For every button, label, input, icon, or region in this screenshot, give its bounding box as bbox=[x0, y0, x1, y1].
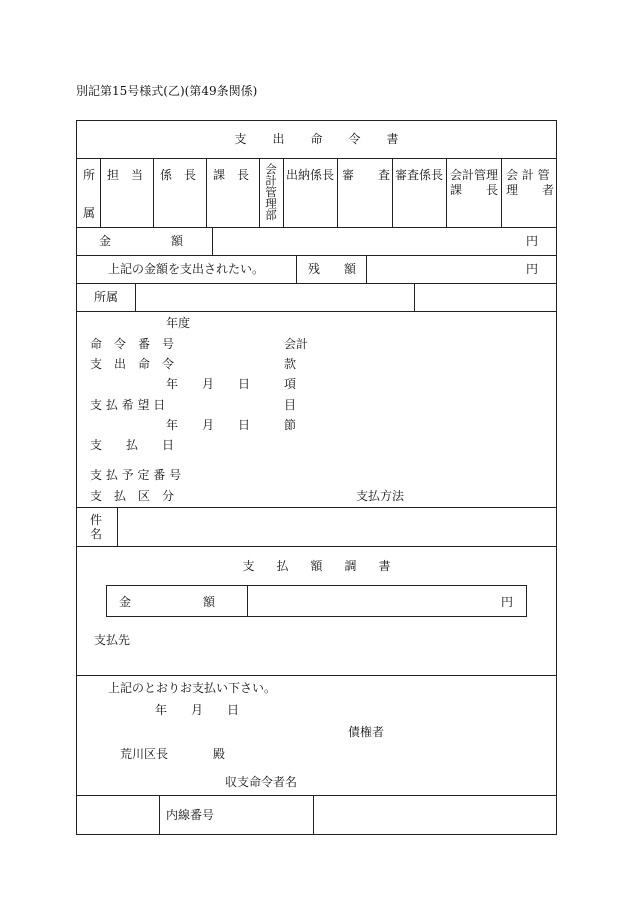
rule bbox=[76, 158, 557, 159]
dono-label: 殿 bbox=[213, 747, 226, 761]
kou-label: 項 bbox=[284, 377, 297, 391]
document-title bbox=[76, 132, 557, 146]
rule bbox=[337, 158, 338, 227]
rule bbox=[76, 546, 557, 547]
rule bbox=[501, 158, 502, 227]
payment-amount-label: 金 額 bbox=[119, 595, 216, 609]
shinsa-kakaricho-header: 審査係長 bbox=[395, 168, 444, 182]
ward-mayor-label: 荒川区長 bbox=[120, 747, 169, 761]
rule bbox=[247, 585, 248, 617]
rule bbox=[283, 158, 284, 227]
title-char: 支 bbox=[242, 559, 255, 573]
moku-label: 目 bbox=[284, 398, 297, 412]
payment-amount-unit: 円 bbox=[501, 595, 514, 609]
rule bbox=[76, 507, 557, 508]
payee-label: 支払先 bbox=[94, 633, 131, 647]
amount-label: 金 額 bbox=[99, 234, 184, 248]
statement-text: 上記の金額を支出されたい。 bbox=[108, 262, 265, 276]
affiliation-header-top: 所 bbox=[83, 168, 96, 182]
account-label: 会計 bbox=[284, 337, 309, 351]
title-char: 出 bbox=[272, 132, 285, 146]
kaikei-kanrisha-header-2: 理 者 bbox=[506, 183, 555, 197]
rule bbox=[135, 283, 136, 311]
rule bbox=[392, 158, 393, 227]
kaikei-kanrisha-header: 会 計 管 bbox=[506, 168, 550, 182]
kakaricho-header: 係 長 bbox=[160, 168, 197, 182]
kacho-header: 課 長 bbox=[213, 168, 250, 182]
expenditure-order-label: 支 出 命 令 bbox=[90, 357, 175, 371]
rule bbox=[212, 227, 213, 255]
rule bbox=[159, 795, 160, 835]
rule bbox=[366, 255, 367, 283]
kaikei-kanri-kacho-header-2: 課 長 bbox=[450, 183, 499, 197]
order-number-label: 命 令 番 号 bbox=[90, 337, 175, 351]
amount-unit: 円 bbox=[526, 234, 539, 248]
rule bbox=[76, 675, 557, 676]
suitou-kakaricho-header: 出納係長 bbox=[286, 168, 335, 182]
request-date: 年 月 日 bbox=[155, 703, 240, 717]
payment-category-label: 支 払 区 分 bbox=[90, 489, 175, 503]
payment-date-label: 支 払 日 bbox=[90, 438, 175, 452]
title-char: 額 bbox=[310, 559, 323, 573]
rule bbox=[296, 255, 297, 283]
payment-statement-title bbox=[76, 559, 557, 573]
creditor-label: 債権者 bbox=[348, 725, 385, 739]
rule bbox=[76, 283, 557, 284]
shinsa-header: 審 査 bbox=[342, 168, 391, 182]
balance-unit: 円 bbox=[526, 262, 539, 276]
extension-label: 内線番号 bbox=[166, 808, 215, 822]
scheduled-payment-number-label: 支 払 予 定 番 号 bbox=[90, 468, 182, 482]
payment-method-label: 支払方法 bbox=[356, 489, 405, 503]
rule bbox=[100, 158, 101, 227]
kan-label: 款 bbox=[284, 357, 297, 371]
title-char: 令 bbox=[348, 132, 361, 146]
title-char: 払 bbox=[276, 559, 289, 573]
title-char: 書 bbox=[386, 132, 399, 146]
payment-request-date-label: 支 払 希 望 日 bbox=[90, 398, 166, 412]
title-char: 命 bbox=[310, 132, 323, 146]
tanto-header: 担 当 bbox=[107, 168, 144, 182]
kaikei-kanri-kacho-header: 会計管理 bbox=[450, 168, 499, 182]
affiliation-header-bottom: 属 bbox=[83, 206, 96, 220]
title-char: 支 bbox=[234, 132, 247, 146]
rule bbox=[76, 255, 557, 256]
rule bbox=[76, 227, 557, 228]
title-char: 書 bbox=[378, 559, 391, 573]
fiscal-year-label: 年度 bbox=[166, 316, 191, 330]
balance-label: 残 額 bbox=[308, 262, 357, 276]
request-text: 上記のとおりお支払い下さい。 bbox=[108, 681, 277, 695]
rule bbox=[117, 507, 118, 546]
subject-label-top: 件 bbox=[90, 513, 103, 527]
rule bbox=[414, 283, 415, 311]
rule bbox=[313, 795, 314, 835]
rule bbox=[76, 311, 557, 312]
expenditure-order-date: 年 月 日 bbox=[166, 377, 251, 391]
rule bbox=[153, 158, 154, 227]
rule bbox=[76, 795, 557, 796]
subject-label-bottom: 名 bbox=[90, 527, 103, 541]
setsu-label: 節 bbox=[284, 418, 297, 432]
rule bbox=[206, 158, 207, 227]
rule bbox=[446, 158, 447, 227]
payment-request-date: 年 月 日 bbox=[166, 418, 251, 432]
rule bbox=[259, 158, 260, 227]
receiver-label: 収支命令者名 bbox=[225, 775, 298, 789]
title-char: 調 bbox=[344, 559, 357, 573]
affiliation-label: 所属 bbox=[94, 290, 119, 304]
form-number: 別記第15号様式(乙)(第49条関係) bbox=[76, 84, 258, 98]
kaikei-kanribu-header: 会計管理部 bbox=[264, 163, 278, 221]
